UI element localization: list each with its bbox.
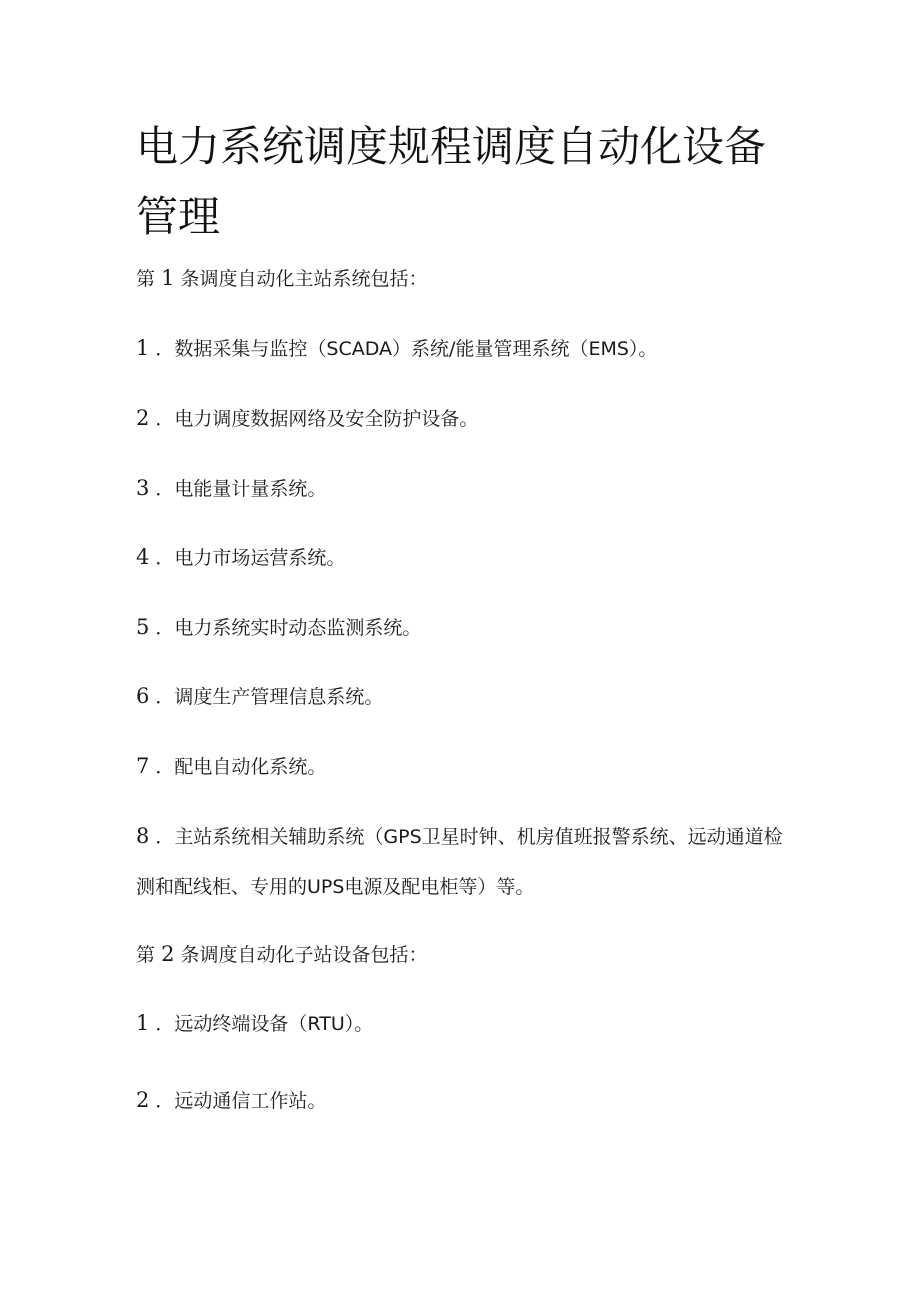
article-1-heading [136,253,796,304]
article-1-item-7 [136,741,796,792]
item-number: 3 [136,476,150,500]
article-1-item-3 [136,463,796,514]
item-text: ．数据采集与监控（SCADA）系统/能量管理系统（EMS）。 [155,338,658,360]
item-number: 4 [136,545,150,569]
article-1-number: 1 [161,266,175,290]
article-2-text: 条调度自动化子站设备包括： [180,944,428,966]
article-2-item-2 [136,1075,796,1126]
article-1-prefix: 第 [136,268,156,290]
article-1-item-6 [136,671,796,722]
article-2-prefix: 第 [136,944,156,966]
item-number: 2 [136,1088,150,1112]
article-1-item-1 [136,323,796,374]
item-text: ．配电自动化系统。 [155,756,327,778]
item-number: 6 [136,684,150,708]
item-text: ．主站系统相关辅助系统（GPS卫星时钟、机房值班报警系统、远动通道检测和配线柜、专用的UPS电源及配电柜等）等。 [136,826,783,898]
article-1-item-4 [136,532,796,583]
article-1-item-8 [136,811,796,912]
item-text: ．电力系统实时动态监测系统。 [155,617,422,639]
article-1-item-5 [136,602,796,653]
item-text: ．电力调度数据网络及安全防护设备。 [155,408,479,430]
item-text: ．远动终端设备（RTU）。 [155,1013,374,1035]
item-number: 1 [136,1011,150,1035]
item-number: 7 [136,754,150,778]
article-2-item-1 [136,998,796,1049]
item-text: ．调度生产管理信息系统。 [155,686,384,708]
item-text: ．电力市场运营系统。 [155,547,346,569]
article-2-heading [136,929,796,980]
item-text: ．电能量计量系统。 [155,478,327,500]
item-number: 1 [136,336,150,360]
item-number: 5 [136,615,150,639]
document-title: 电力系统调度规程调度自动化设备管理 [136,122,767,241]
article-2-number: 2 [161,942,175,966]
item-text: ．远动通信工作站。 [155,1090,327,1112]
article-1-item-2 [136,393,796,444]
item-number: 2 [136,406,150,430]
article-1-text: 条调度自动化主站系统包括： [180,268,428,290]
item-number: 8 [136,824,150,848]
